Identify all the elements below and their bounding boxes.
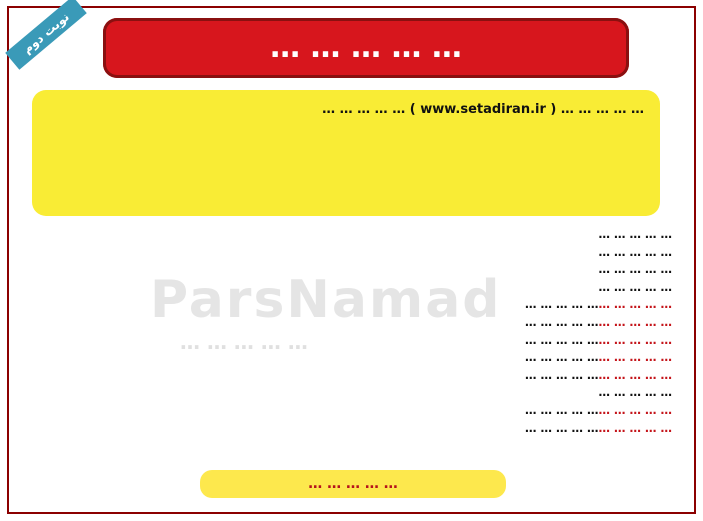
detail-registration-office [36,420,672,438]
detail-duration: … … … … … [598,227,672,241]
intro-paragraph [32,90,660,216]
detail-guarantee: … … … … … [598,244,672,259]
detail-opening-time [36,349,672,367]
docs-deadline-value: … … … … … [524,314,599,329]
bid-deadline-label: … … … … … [598,332,672,347]
second-notice-ribbon: نوبت دوم [5,0,87,70]
detail-bid-deadline [36,332,672,350]
mayor-signature: … … … … … [200,470,506,498]
notice-title: … … … … … [103,18,629,78]
membership-value: … … … … … [524,402,599,417]
docs-deadline-label: … … … … … [598,314,672,329]
detail-contact-info [36,367,672,385]
detail-other-info: … … … … … [598,279,672,294]
parsnamad-watermark: ParsNamad [150,270,502,330]
opening-time-label: … … … … … [598,350,672,365]
registration-office-value: … … … … … [524,420,599,435]
bid-deadline-value: … … … … … [524,332,599,347]
membership-label: … … … … … [598,402,672,417]
notice-details [36,226,672,437]
detail-rejection-right: … … … … … [598,262,672,277]
watermark-subtitle: … … … … … [180,330,308,354]
intro-text-1: … … … … … [560,102,644,117]
detail-membership [36,402,672,420]
publish-date-value: … … … … … [524,297,599,312]
contact-info-value: … … … … … [524,367,599,382]
intro-text-2: … … … … … [322,102,406,117]
detail-publish-date [36,296,672,314]
detail-address: … … … … … [598,385,672,400]
setadiran-link[interactable]: ( www.setadiran.ir ) [409,102,557,117]
opening-time-value: … … … … … [524,350,599,365]
detail-docs-deadline [36,314,672,332]
registration-office-label: … … … … … [598,420,672,435]
contact-info-label: … … … … … [598,367,672,382]
publish-date-label: … … … … … [598,297,672,312]
